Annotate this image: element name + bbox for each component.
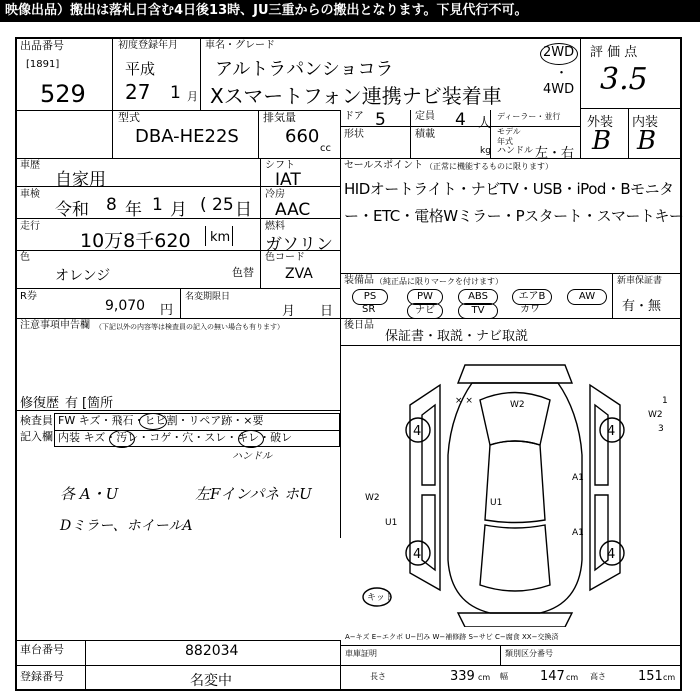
score-label: 評 価 点: [590, 45, 638, 60]
selling-line1: HIDオートライト・ナビTV・USB・iPod・Bモニタ: [344, 180, 674, 198]
doors-label: ドア: [344, 111, 364, 122]
drive-4wd: 4WD: [543, 82, 575, 97]
inspection-lparen: (: [200, 195, 207, 215]
name-change-d: 日: [320, 304, 334, 319]
equipment-label: 装備品: [344, 275, 374, 286]
inspection-month: 1: [152, 195, 163, 215]
color-trim-label: 色替: [232, 266, 254, 279]
inspection-era: 令和: [55, 200, 89, 220]
mark-note: キット: [367, 593, 394, 603]
plate-label: 車台番号: [20, 643, 64, 656]
ext-score: B: [592, 126, 612, 156]
tire-mark-rl: 4: [413, 547, 422, 562]
header-bar: 映像出品）搬出は落札日含む4日後13時、JU三重からの搬出となります。下見代行不可。: [0, 0, 700, 22]
equip-leather: カワ: [520, 304, 540, 315]
check-row-2: 内装 キズ・汚レ・コゲ・穴・スレ・キレ・破レ: [58, 431, 293, 444]
mark-w2-left: W2: [365, 493, 380, 503]
width-value: 147: [540, 669, 565, 684]
int-label: 内装: [632, 115, 659, 130]
lot-number: 529: [40, 80, 86, 108]
reg-number-label: 登録番号: [20, 670, 64, 683]
length-label: 長さ: [370, 672, 386, 681]
equip-sr: SR: [362, 304, 376, 315]
handle-value: 左・右: [535, 146, 575, 161]
mileage-unit: km: [210, 230, 231, 245]
legend: A−キズ E−エクボ U−凹み W−補修跡 S−サビ C−腐食 XX−交換済: [345, 633, 559, 641]
equip-navi: ナビ: [407, 303, 443, 319]
lot-code: [1891]: [26, 59, 60, 70]
usage-value: 自家用: [55, 170, 106, 190]
shape-label: 形状: [344, 129, 364, 140]
load-unit: kg: [480, 146, 491, 156]
recycle-value: 9,070: [105, 298, 146, 314]
displacement-value: 660: [285, 126, 320, 147]
registration-year: 27: [125, 80, 151, 104]
check-mark-stain: [109, 430, 135, 448]
lot-label: 出品番号: [20, 39, 64, 52]
mark-a1-bottom: A1: [572, 528, 584, 538]
displacement-unit: cc: [320, 143, 331, 154]
length-value: 339: [450, 669, 475, 684]
model-year-label: モデル年式: [497, 127, 521, 146]
equip-pw: PW: [407, 289, 443, 305]
repair-label: 修復歴: [20, 396, 60, 411]
hand-note-3: Dミラー、ホイールA: [60, 518, 193, 534]
shift-value: IAT: [275, 170, 301, 190]
name-change-m: 月: [282, 304, 296, 319]
height-unit: cm: [663, 673, 676, 682]
fuel-label: 燃料: [265, 221, 285, 232]
height-label: 高さ: [590, 672, 606, 681]
mark-u1-left: U1: [385, 518, 398, 528]
check-mark-stone: [139, 413, 167, 430]
notes-label: 注意事項申告欄: [20, 320, 90, 331]
drive-dot: ・: [555, 66, 569, 81]
tire-mark-rr: 4: [607, 547, 616, 562]
size-label-1: 車庫証明: [345, 649, 377, 658]
capacity-unit: 人: [478, 116, 492, 131]
int-score: B: [637, 126, 657, 156]
inspection-label: 車検: [20, 189, 40, 200]
inspector-value: 保証書・取説・ナビ取説: [385, 329, 529, 344]
usage-label: 車歴: [20, 160, 40, 171]
registration-label: 初度登録年月: [118, 40, 178, 51]
score-value: 3.5: [600, 62, 648, 97]
hand-note-2: 左Fインパネ ホU: [195, 485, 312, 503]
color-label: 色: [20, 252, 30, 263]
equipment-sub: （純正品に限りマークを付けます）: [375, 277, 503, 286]
mileage-label: 走行: [20, 221, 40, 232]
capacity-label: 定員: [415, 111, 435, 122]
repair-value: 有: [65, 396, 79, 411]
recycle-unit: 円: [160, 303, 174, 318]
inspection-day: 25: [212, 195, 234, 215]
recycle-label: R券: [20, 291, 37, 302]
plate-value: 882034: [185, 643, 239, 659]
car-grade: Xスマートフォン連携ナビ装着車: [210, 84, 502, 108]
repair-suffix: [箇所: [82, 396, 114, 411]
equip-aw: AW: [567, 289, 607, 305]
type-value: DBA-HE22S: [135, 126, 239, 147]
equip-ps: PS: [352, 289, 388, 305]
mark-right-w2: W2: [648, 410, 663, 420]
type-label: 型式: [118, 111, 140, 124]
inspector-label: 後日品: [344, 320, 374, 331]
width-label: 幅: [500, 672, 508, 681]
width-unit: cm: [566, 673, 579, 682]
ext-label: 外装: [587, 115, 614, 130]
doors-value: 5: [375, 110, 386, 130]
equip-tv: TV: [458, 303, 498, 319]
check-label-2: 記入欄: [20, 430, 53, 443]
mark-a1-top: A1: [572, 473, 584, 483]
inspection-y: 年: [125, 200, 142, 220]
height-value: 151: [638, 669, 663, 684]
new-car-label: 新車保証書: [617, 276, 663, 286]
car-damage-diagram: [340, 345, 682, 627]
mark-w2-top: W2: [510, 400, 525, 410]
name-change-label: 名変期限日: [185, 292, 231, 302]
check-note: ハンドル: [232, 451, 272, 462]
fuel-value: ガソリン: [265, 235, 333, 255]
check-mark-wear: [238, 430, 264, 448]
car-model: アルトラパンショコラ: [215, 59, 394, 80]
displacement-label: 排気量: [263, 111, 296, 124]
shift-label: シフト: [265, 160, 295, 171]
mark-right-3: 3: [658, 424, 664, 434]
color-code: ZVA: [285, 266, 313, 282]
tire-mark-fl: 4: [413, 424, 422, 439]
selling-line2: ー・ETC・電格Wミラー・Pスタート・スマートキー: [344, 207, 684, 225]
drive-2wd: 2WD: [543, 45, 575, 60]
handle-label: ハンドル: [497, 146, 534, 156]
tire-mark-fr: 4: [607, 424, 616, 439]
color-value: オレンジ: [55, 268, 111, 284]
name-label: 車名・グレード: [205, 40, 275, 51]
ac-value: AAC: [275, 200, 311, 220]
check-row-1: FW キズ・飛石・ヒビ割・リペア跡・×要: [58, 414, 264, 427]
new-car-value: 有・無: [622, 299, 662, 314]
equip-abs: ABS: [458, 289, 498, 305]
hand-note-1: 各 A・U: [60, 485, 119, 503]
notes-sub: （下記以外の内容等は検査員の記入の無い場合も有ります）: [95, 323, 284, 331]
selling-label: セールスポイント: [344, 160, 424, 171]
mark-right-1: 1: [662, 396, 668, 406]
capacity-value: 4: [455, 110, 466, 130]
length-unit: cm: [478, 673, 491, 682]
dealer-label: ディーラー・並行: [497, 112, 561, 121]
color-code-label: 色コード: [265, 252, 305, 263]
equip-airbag: エアB: [512, 289, 552, 305]
registration-month-unit: 月: [187, 90, 198, 103]
load-label: 積載: [415, 129, 435, 140]
mark-xx: × ×: [455, 396, 473, 406]
selling-sub: （正常に機能するものに限ります）: [425, 162, 553, 171]
mileage-value: 10万8千620: [80, 230, 191, 252]
reg-number-value: 名変中: [190, 673, 232, 689]
ac-label: 冷房: [265, 189, 285, 200]
inspection-m: 月: [170, 200, 187, 220]
size-label-2: 類別区分番号: [505, 649, 553, 658]
registration-era: 平成: [125, 60, 156, 78]
inspection-year: 8: [106, 195, 117, 215]
registration-month: 1: [170, 83, 181, 103]
check-label-1: 検査員: [20, 414, 53, 427]
mark-u1-mid: U1: [490, 498, 503, 508]
inspection-d: 日: [235, 200, 252, 220]
